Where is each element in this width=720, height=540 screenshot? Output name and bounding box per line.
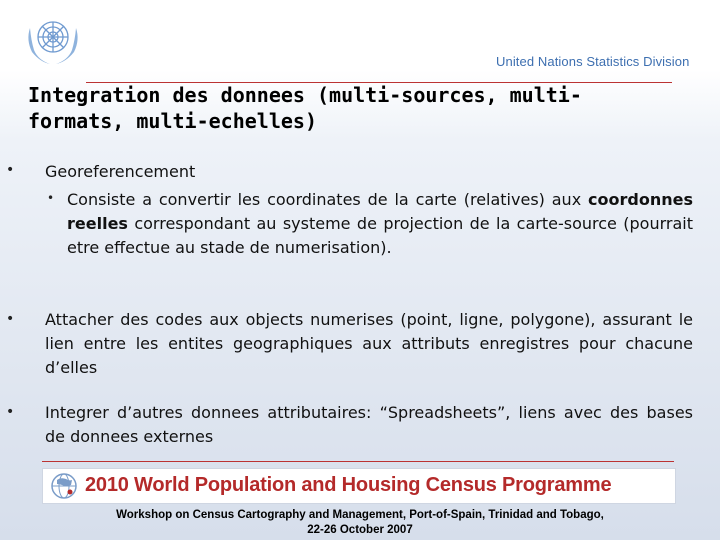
slide-title bbox=[28, 82, 688, 134]
sub-bullet-conversion bbox=[67, 188, 693, 260]
sub-bullet-text-after: correspondant au systeme de projection de la carte-source (pourrait etre effectue au stade de numerisation). bbox=[67, 214, 693, 257]
census-globe-icon bbox=[49, 471, 79, 501]
sub-bullet-bold-term: coordonnes reelles bbox=[67, 190, 693, 233]
bullet-georeferencement: Georeferencement bbox=[45, 162, 196, 181]
title-line-1: Integration des donnees (multi-sources, multi- bbox=[28, 83, 582, 107]
title-line-2: formats, multi-echelles) bbox=[28, 109, 317, 133]
footer-line-2: 22-26 October 2007 bbox=[307, 524, 413, 536]
bullet-marker: • bbox=[6, 311, 15, 327]
sub-bullet-text-before: Consiste a convertir les coordinates de la carte (relatives) aux bbox=[67, 190, 582, 209]
un-emblem-icon bbox=[22, 8, 84, 70]
census-programme-banner bbox=[42, 468, 676, 504]
bullet-marker: • bbox=[6, 162, 15, 178]
bullet-integrer-donnees: Integrer d’autres donnees attributaires: “Spreadsheets”, liens avec des bases de donnees externes bbox=[45, 403, 693, 446]
footer-workshop-info bbox=[0, 508, 720, 538]
bullet-marker: • bbox=[6, 404, 15, 420]
sub-bullet-marker: • bbox=[47, 191, 55, 205]
footer-line-1: Workshop on Census Cartography and Management, Port-of-Spain, Trinidad and Tobago, bbox=[116, 509, 604, 521]
organization-name: United Nations Statistics Division bbox=[496, 54, 690, 69]
bullet-attacher-codes: Attacher des codes aux objects numerises (point, ligne, polygone), assurant le lien entre les entites geographiques aux attributs enregistres pour chacune d’elles bbox=[45, 310, 693, 377]
banner-rule bbox=[42, 461, 674, 462]
banner-title: 2010 World Population and Housing Census Programme bbox=[85, 474, 612, 496]
